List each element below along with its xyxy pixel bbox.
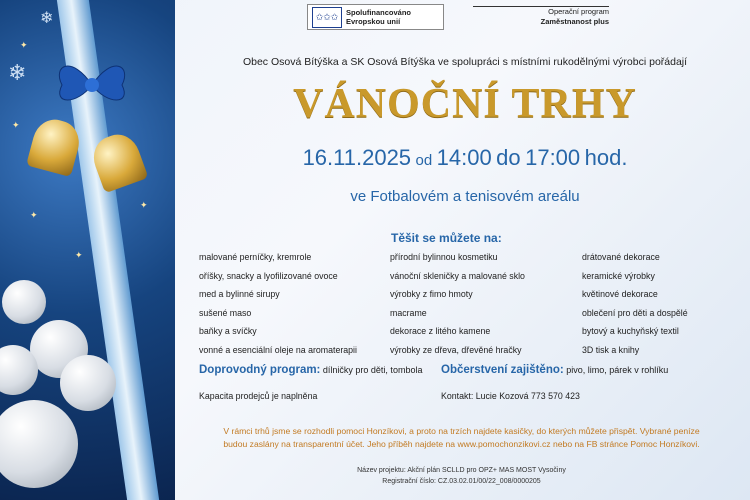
eu-text-line: Evropskou unií: [346, 17, 401, 26]
list-item: malované perníčky, kremrole: [199, 252, 312, 262]
sparkle-icon: ✦: [75, 250, 83, 260]
ornament-ball-icon: [0, 400, 78, 488]
accompanying-program: [199, 364, 422, 376]
products-heading: Těšit se můžete na:: [391, 231, 502, 245]
list-item: vánoční skleničky a malované sklo: [390, 270, 525, 281]
refreshments-label: Občerstvení zajištěno:: [441, 364, 564, 376]
ornament-ball-icon: [2, 280, 46, 324]
hod-word: hod.: [584, 145, 628, 170]
list-item: oříšky, snacky a lyofilizované ovoce: [199, 270, 338, 281]
contact-info: Kontakt: Lucie Kozová 773 570 423: [441, 391, 580, 401]
event-date: 16.11.2025: [302, 145, 412, 170]
eu-text-line: Spolufinancováno: [346, 8, 412, 17]
do-word: do: [496, 145, 521, 170]
od-word: od: [415, 152, 433, 169]
program-label: Doprovodný program:: [199, 364, 321, 376]
list-item: vonné a esenciální oleje na aromaterapii: [199, 344, 357, 355]
sparkle-icon: ✦: [140, 200, 148, 210]
list-item: keramické výrobky: [582, 270, 655, 281]
list-item: 3D tisk a knihy: [582, 344, 640, 355]
program-text: dílničky pro děti, tombola: [322, 365, 423, 375]
blue-bow-icon: [52, 50, 132, 120]
op-label: Operační program: [548, 7, 609, 16]
list-item: bytový a kuchyňský textil: [582, 326, 679, 336]
sparkle-icon: ✦: [12, 120, 20, 130]
registration-number: Registrační číslo: CZ.03.02.01/00/22_008/0000205: [382, 478, 541, 485]
products-column-1: [199, 248, 357, 359]
sparkle-icon: ✦: [30, 210, 38, 220]
list-item: květinové dekorace: [582, 289, 658, 299]
capacity-note: Kapacita prodejců je naplněna: [199, 391, 318, 401]
date-time-line: [205, 145, 725, 171]
project-name: Název projektu: Akční plán SCLLD pro OPZ+ MAS MOST Vysočiny: [357, 467, 566, 474]
list-item: baňky a svíčky: [199, 326, 257, 336]
venue-line: ve Fotbalovém a tenisovém areálu: [350, 188, 580, 205]
list-item: macrame: [390, 307, 427, 318]
snowflake-icon: ❄: [40, 10, 54, 27]
op-name: Zaměstnanost plus: [540, 17, 609, 26]
operational-programme-logo: [473, 4, 609, 28]
list-item: přírodní bylinnou kosmetiku: [390, 252, 498, 262]
charity-note-line: V rámci trhů jsme se rozhodli pomoci Honzíkovi, a proto na trzích najdete kasičky, do kterých můžete přispět. Vybrané peníze: [223, 426, 700, 436]
products-column-2: [390, 248, 525, 359]
list-item: oblečení pro děti a dospělé: [582, 307, 688, 318]
eu-cofinancing-logo: [307, 4, 444, 30]
project-footer: [199, 465, 724, 487]
list-item: výrobky ze dřeva, dřevěné hračky: [390, 344, 522, 355]
list-item: výrobky z fimo hmoty: [390, 289, 473, 299]
products-column-3: [582, 248, 688, 359]
list-item: dekorace z litého kamene: [390, 326, 491, 336]
eu-flag-icon: ✩✩✩: [312, 7, 342, 28]
refreshments: [441, 364, 668, 376]
decorative-christmas-panel: [0, 0, 175, 500]
list-item: med a bylinné sirupy: [199, 289, 280, 299]
charity-note: [199, 425, 724, 451]
snowflake-icon: ❄: [8, 60, 27, 85]
sparkle-icon: ✦: [20, 40, 28, 50]
charity-note-line: budou zaslány na transparentní účet. Jeho příběh najdete na www.pomochonzikovi.cz nebo na FB stránce Pomoc Honzíkovi.: [223, 439, 700, 449]
list-item: drátované dekorace: [582, 252, 660, 262]
organizers-line: Obec Osová Bítýška a SK Osová Bítýška ve spolupráci s místními rukodělnými výrobci pořádají: [242, 56, 688, 68]
ornament-ball-icon: [60, 355, 116, 411]
page-title: VÁNOČNÍ TRHY: [293, 81, 637, 127]
refreshments-text: pivo, limo, párek v rohlíku: [566, 365, 669, 375]
time-to: 17:00: [525, 145, 581, 170]
list-item: sušené maso: [199, 307, 252, 318]
time-from: 14:00: [436, 145, 492, 170]
